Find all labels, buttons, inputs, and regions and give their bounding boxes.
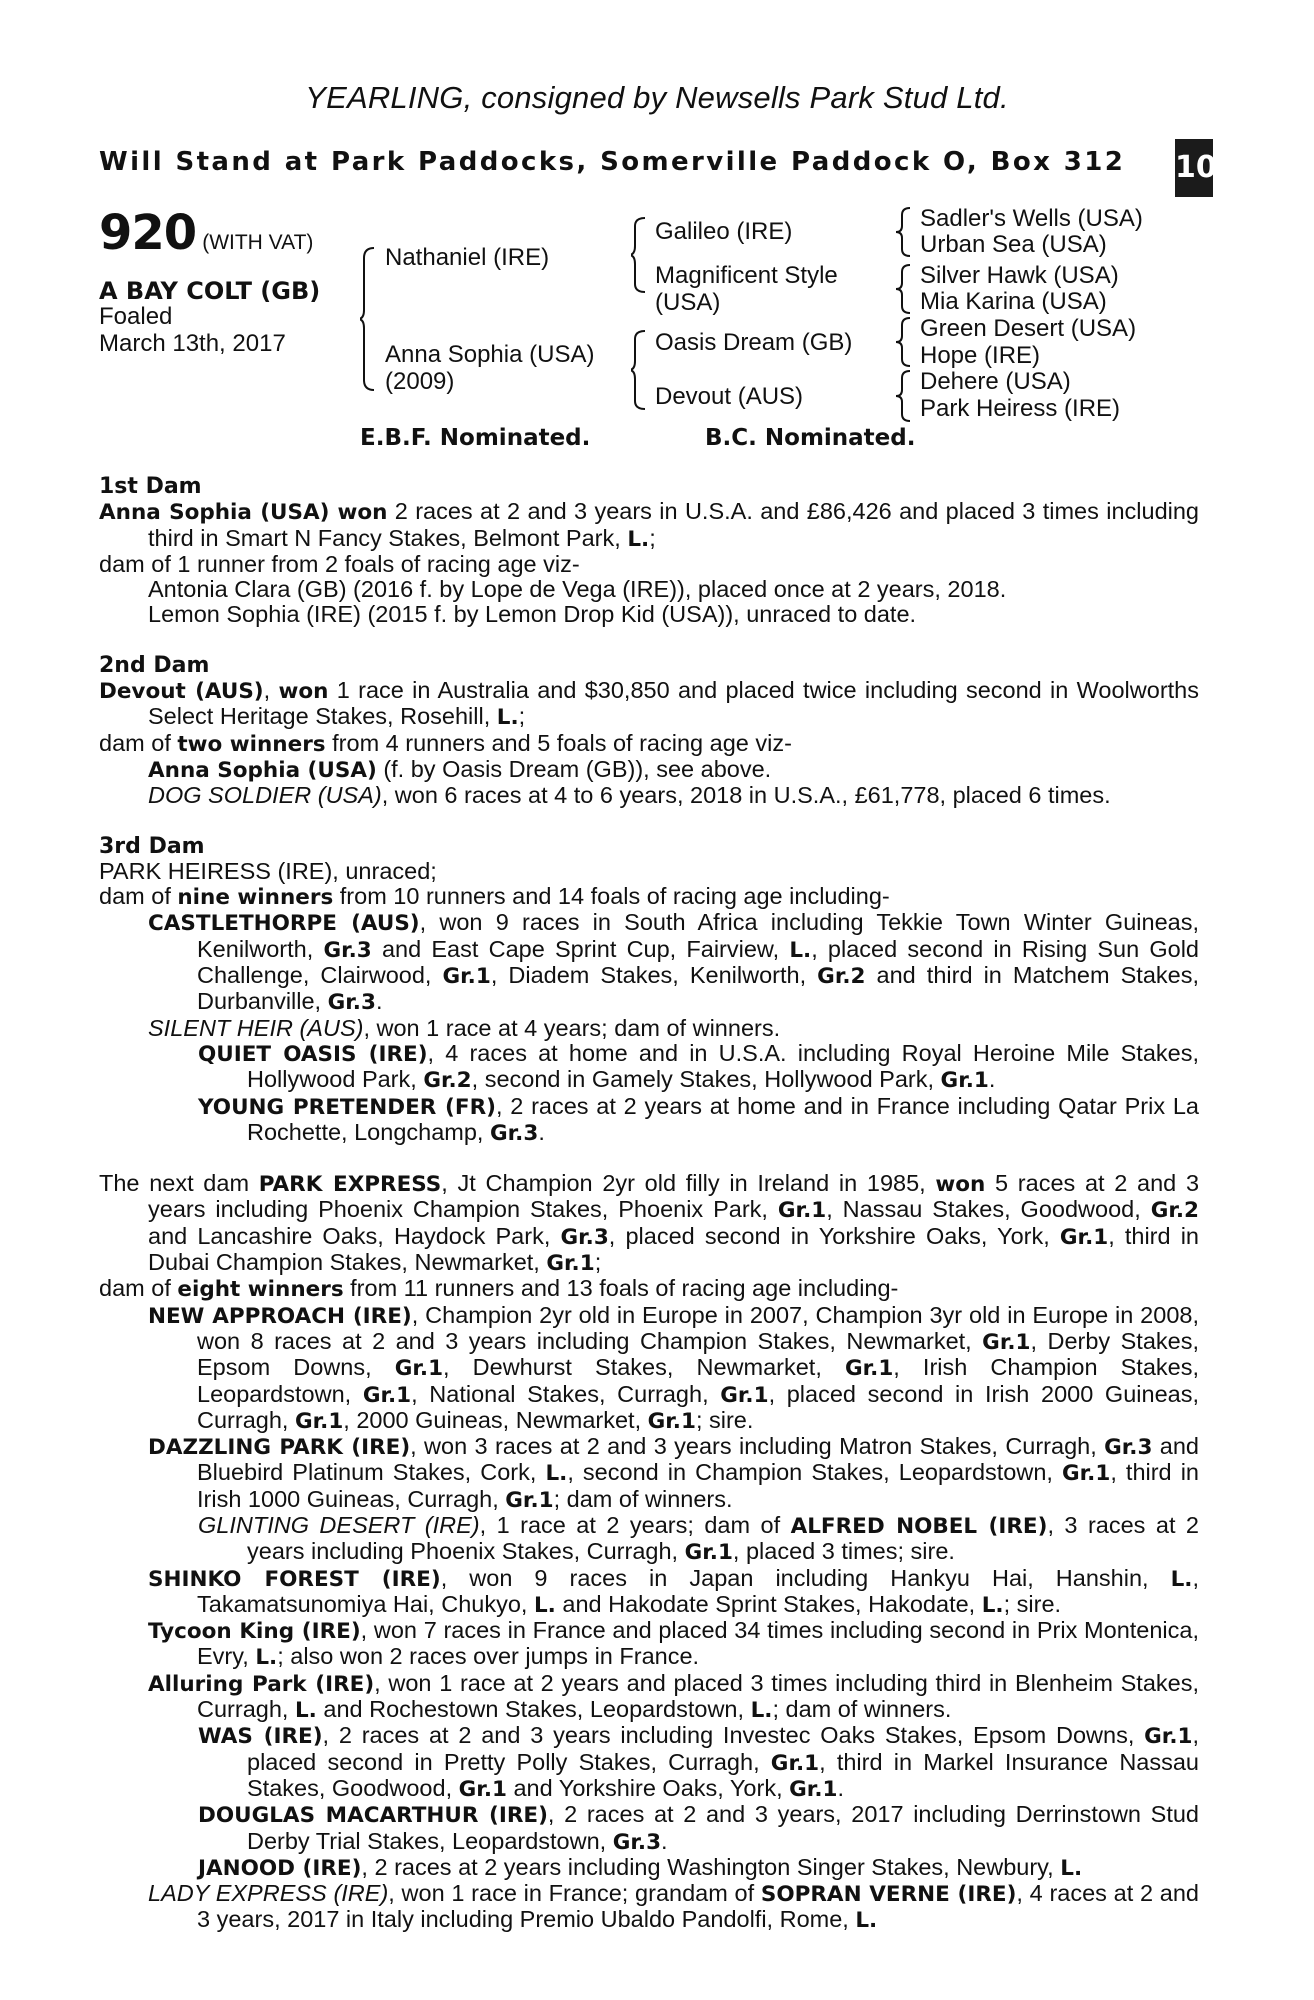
alluring-park-record: Alluring Park (IRE), won 1 race at 2 years and placed 3 times including third in Blenheim Stakes, Curragh, L. and Rochestown Stakes, Leopardstown, L.; dam of winners. [148,1669,1199,1724]
first-dam-heading: 1st Dam [99,474,202,499]
foaled-label: Foaled [99,303,173,330]
ddd: Park Heiress (IRE) [920,395,1121,422]
sire-dam-line1: Magnificent Style [655,262,838,289]
quiet-oasis-record: QUIET OASIS (IRE), 4 races at home and in U.S.A. including Royal Heroine Mile Stakes, Hollywood Park, Gr.2, second in Gamely Stakes, Hollywood Park, Gr.1. [198,1039,1199,1094]
lot-badge [1175,119,1217,197]
ebf-nominated: E.B.F. Nominated. [360,425,591,451]
spacer [99,809,1199,834]
listed-label: L. [496,705,519,731]
listed-label: L. [627,526,650,552]
first-dam-record [99,499,1199,552]
douglas-macarthur-record: DOUGLAS MACARTHUR (IRE), 2 races at 2 and 3 years, 2017 including Derrinstown Stud Derby Trial Stakes, Leopardstown, Gr.3. [198,1801,1200,1855]
first-dam-text: 2 races at 2 and 3 years in U.S.A. and £86,426 and placed 3 times including third in Smart N Fancy Stakes, Belmont Park, [148,498,1199,551]
second-dam-heading: 2nd Dam [99,652,210,678]
dam-details [99,474,1199,1934]
sds-brace [896,263,912,315]
foaled-block [99,303,286,357]
third-dam-line: PARK HEIRESS (IRE), unraced; [99,857,437,884]
third-dam-produce-intro: dam of nine winners from 10 runners and 14 foals of racing age including- [99,883,890,911]
dam-year: (2009) [385,368,455,395]
sss-brace [896,206,912,258]
janood-record: JANOOD (IRE), 2 races at 2 years including Washington Singer Stakes, Newbury, L. [198,1853,1083,1881]
dam-line-brace [631,329,647,411]
sds: Silver Hawk (USA) [920,262,1119,289]
sdd: Mia Karina (USA) [920,288,1107,315]
sire-dam [655,262,838,316]
won-label: won [337,500,388,526]
second-dam-text: 1 race in Australia and $30,850 and placed twice including second in Woolworths Select Heritage Stakes, Rosehill, [148,677,1199,730]
ssd: Urban Sea (USA) [920,231,1107,258]
lot-description: A BAY COLT (GB) [99,277,321,305]
sire: Nathaniel (IRE) [385,244,550,271]
sire-dam-line2: (USA) [655,289,721,316]
stand-location: Will Stand at Park Paddocks, Somerville Paddock O, Box 312 [99,147,1126,177]
silent-heir-record: SILENT HEIR (AUS), won 1 race at 4 years; dam of winners. [148,1014,781,1041]
sss: Sadler's Wells (USA) [920,205,1143,232]
shinko-forest-record: SHINKO FOREST (IRE), won 9 races in Japan including Hankyu Hai, Hanshin, L., Takamatsunomiya Hai, Chukyo, L. and Hakodate Sprint Stakes, Hakodate, L.; sire. [148,1564,1200,1618]
dss-brace [896,316,912,368]
second-dam-produce-intro: dam of two winners from 4 runners and 5 foals of racing age viz- [99,729,792,757]
second-dam-end: ; [518,703,526,730]
was-record: WAS (IRE), 2 races at 2 and 3 years including Investec Oaks Stakes, Epsom Downs, Gr.1, placed second in Pretty Polly Stakes, Curragh, Gr.1, third in Markel Insurance Nassau Stakes, Goodwood, Gr.1 and Yorkshire Oaks, York, Gr.1. [198,1722,1200,1802]
sire-dam-brace [360,246,376,392]
lot-number: 920 [99,205,197,261]
dam [385,341,594,395]
spacer [99,1146,1199,1171]
sire-line-brace [631,216,647,294]
young-pretender-record: YOUNG PRETENDER (FR), 2 races at 2 years at home and in France including Qatar Prix La Rochette, Longchamp, Gr.3. [198,1092,1199,1146]
second-dam-record: Devout (AUS), won 1 race in Australia and $30,850 and placed twice including second in Woolworths Select Heritage Stakes, Rosehill, L.; [99,677,1199,731]
tycoon-king-record: Tycoon King (IRE), won 7 races in France and placed 34 times including second in Prix Montenica, Evry, L.; also won 2 races over jumps in France. [148,1617,1199,1671]
first-dam-produce-intro: dam of 1 runner from 2 foals of racing age viz- [99,550,580,577]
first-dam-foal-1: Antonia Clara (GB) (2016 f. by Lope de Vega (IRE)), placed once at 2 years, 2018. [148,576,1007,603]
dds: Dehere (USA) [920,368,1071,395]
second-dam-foal-2: DOG SOLDIER (USA), won 6 races at 4 to 6 years, 2018 in U.S.A., £61,778, placed 6 times. [148,782,1111,809]
vat-note: (WITH VAT) [202,231,314,254]
lot-number-block [99,205,313,261]
bc-nominated: B.C. Nominated. [705,425,916,451]
next-dam-produce-intro: dam of eight winners from 11 runners and 13 foals of racing age including- [99,1275,899,1303]
first-dam-end: ; [649,524,656,551]
second-dam-foal-1: Anna Sophia (USA) (f. by Oasis Dream (GB)), see above. [148,755,772,783]
consignment-line: YEARLING, consigned by Newsells Park Stud Ltd. [305,80,1009,115]
second-dam-name: Devout (AUS) [99,679,264,705]
sire-sire: Galileo (IRE) [655,218,793,245]
next-dam-record: The next dam PARK EXPRESS, Jt Champion 2yr old filly in Ireland in 1985, won 5 races at 2 and 3 years including Phoenix Champion Stakes, Phoenix Park, Gr.1, Nassau Stakes, Goodwood, Gr.2 and Lancashire Oaks, Haydock Park, Gr.3, placed second in Yorkshire Oaks, York, Gr.1, third in Dubai Champion Stakes, Newmarket, Gr.1; [99,1170,1200,1277]
dam-name: Anna Sophia (USA) [385,341,595,368]
dsd: Hope (IRE) [920,342,1041,369]
third-dam-heading: 3rd Dam [99,833,205,859]
dam-sire: Oasis Dream (GB) [655,329,853,356]
foaled-date: March 13th, 2017 [99,330,286,357]
dazzling-park-record: DAZZLING PARK (IRE), won 3 races at 2 and 3 years including Matron Stakes, Curragh, Gr.3 and Bluebird Platinum Stakes, Cork, L., second in Champion Stakes, Leopardstown, Gr.1, third in Irish 1000 Guineas, Curragh, Gr.1; dam of winners. [148,1433,1199,1513]
first-dam-name: Anna Sophia (USA) [99,500,330,526]
glinting-desert-record: GLINTING DESERT (IRE), 1 race at 2 years; dam of ALFRED NOBEL (IRE), 3 races at 2 years including Phoenix Stakes, Curragh, Gr.1, placed 3 times; sire. [198,1511,1200,1566]
lady-express-record: LADY EXPRESS (IRE), won 1 race in France; grandam of SOPRAN VERNE (IRE), 4 races at 2 and 3 years, 2017 in Italy including Premio Ubaldo Pandolfi, Rome, L. [148,1880,1199,1934]
badge-plus-icon: + [1179,119,1193,138]
castlethorpe-record: CASTLETHORPE (AUS), won 9 races in South Africa including Tekkie Town Winter Guineas, Kenilworth, Gr.3 and East Cape Sprint Cup, Fairview, L., placed second in Rising Sun Gold Challenge, Clairwood, Gr.1, Diadem Stakes, Kenilworth, Gr.2 and third in Matchem Stakes, Durbanville, Gr.3. [148,909,1200,1016]
won-label: won [278,679,329,705]
dam-dam: Devout (AUS) [655,383,804,410]
dds-brace [896,369,912,423]
new-approach-record: NEW APPROACH (IRE), Champion 2yr old in Europe in 2007, Champion 3yr old in Europe in 2008, won 8 races at 2 and 3 years including Champion Stakes, Newmarket, Gr.1, Derby Stakes, Epsom Downs, Gr.1, Dewhurst Stakes, Newmarket, Gr.1, Irish Champion Stakes, Leopardstown, Gr.1, National Stakes, Curragh, Gr.1, placed second in Irish 2000 Guineas, Curragh, Gr.1, 2000 Guineas, Newmarket, Gr.1; sire. [148,1301,1200,1434]
badge-number: 10 [1175,150,1217,185]
first-dam-foal-2: Lemon Sophia (IRE) (2015 f. by Lemon Drop Kid (USA)), unraced to date. [148,601,917,628]
spacer [99,628,1199,653]
dss: Green Desert (USA) [920,315,1137,342]
